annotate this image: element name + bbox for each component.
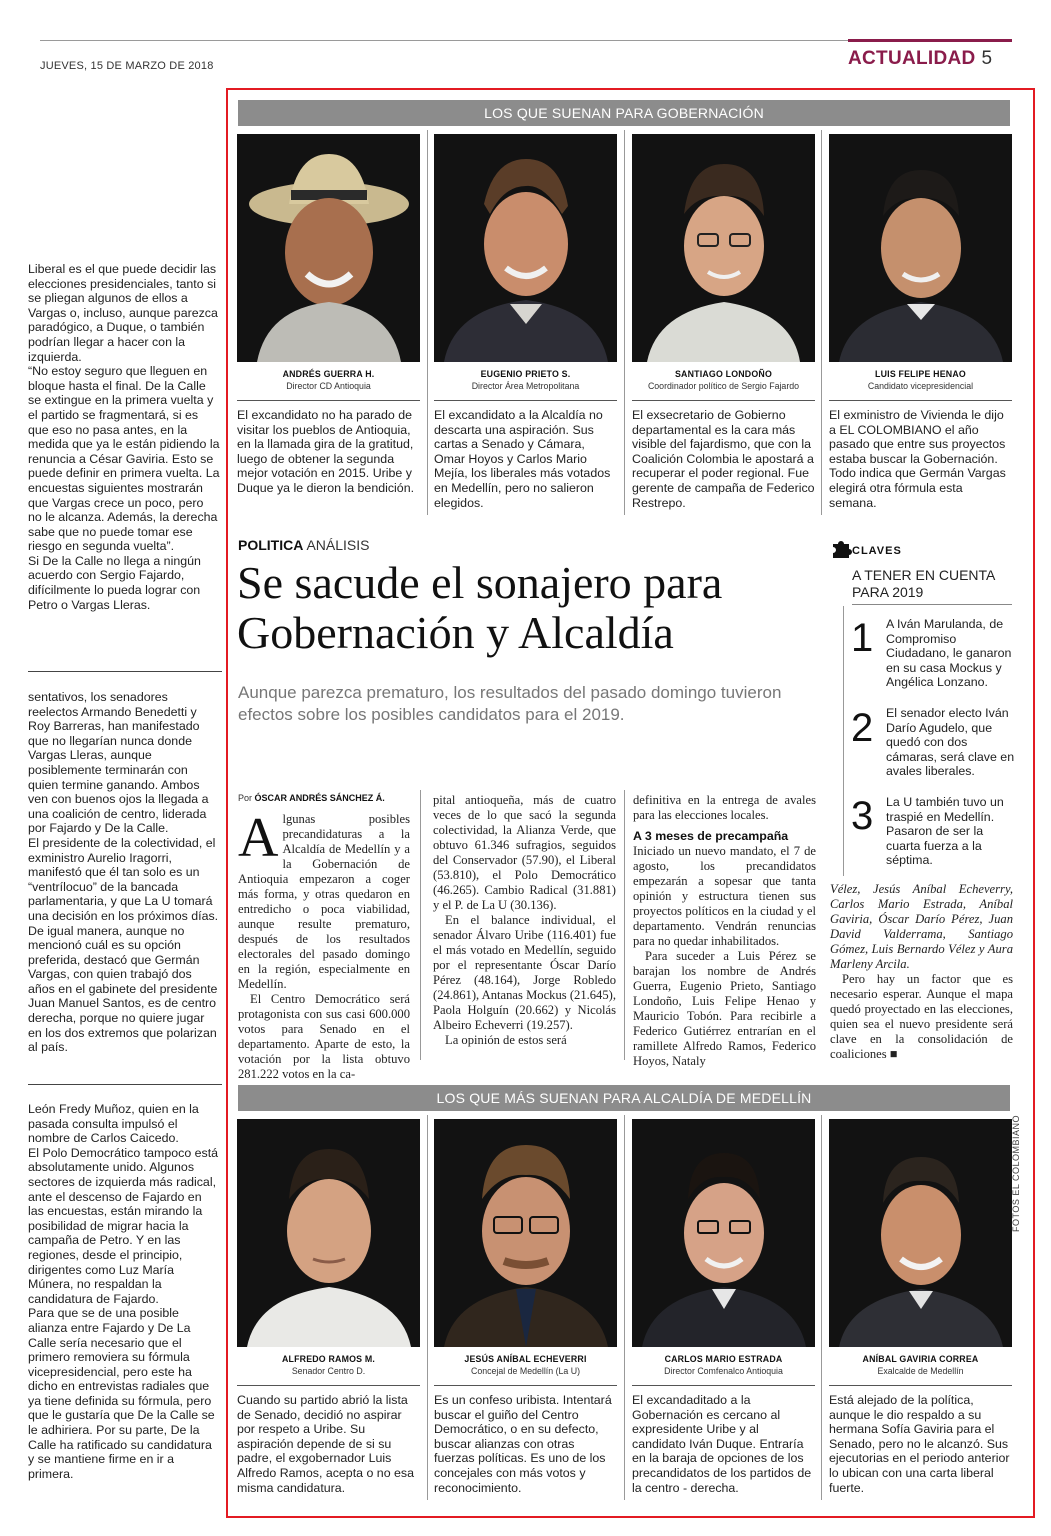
paragraph: pital antioqueña, más de cuatro veces de lo que sacó la segunda colectividad, la Alianza Verde, que obtuvo 61.346 sufragios, seguidos del Conservador (57.90), el Liberal (53.810), el Polo Democrático (46.265). Cambio Radical (31.881) y el P. de La U (30.136). (433, 793, 616, 912)
photo-caption (434, 1349, 617, 1376)
puzzle-icon (830, 539, 852, 559)
clave-text: La U también tuvo un traspié en Medellín. Pasaron de ser la cuarta fuerza a la séptima. (886, 795, 1004, 868)
caption-rule (434, 400, 617, 401)
person-name: ANÍBAL GAVIRIA CORREA (862, 1354, 979, 1364)
person-bio: El excandidato no ha parado de visitar los pueblos de Antioquia, en la llamada gira de la gratitud, luego de obtener la segunda mejor votación en 2015. Uribe y Duque ya le dieron la bendición. (237, 408, 415, 495)
paragraph: Pero hay un factor que es necesario esperar. Aunque el mapa quedó proyectado en las elecciones, quien sea el nuevo presidente será clave en la consolidación de coaliciones ■ (830, 972, 1013, 1061)
left-column-block-1 (28, 262, 220, 612)
caption-rule (632, 400, 815, 401)
paragraph: lgunas posibles precandidaturas a la Alcaldía de Medellín y a la Gobernación de Antioquia empezaron a coger más forma, y otras quedaron en entredicho o poca viabilidad, aunque resulte prematuro, después de los resultados electorales del pasado domingo en la región, especialmente en Medellín. (238, 812, 410, 991)
person-bio: El excandaditado a la Gobernación es cercano al expresidente Uribe y al candidato Iván Duque. Entraría en la baraja de opciones de los precandidatos de los partidos de la centro - derecha. (632, 1393, 812, 1495)
clave-text: El senador electo Iván Darío Agudelo, que quedó con dos cámaras, será clave en avales liberales. (886, 706, 1015, 779)
portrait-photo (434, 1119, 617, 1347)
column-divider (28, 1084, 222, 1085)
clave-number: 1 (851, 616, 874, 660)
person-bio: El exministro de Vivienda le dijo a EL COLOMBIANO el año pasado que entre sus proyectos estaba buscar la Gobernación. Todo indica que Germán Vargas elegirá otra fórmula esta semana. (829, 408, 1006, 510)
person-name: JESÚS ANÍBAL ECHEVERRI (464, 1354, 587, 1364)
person-role: Candidato vicepresidencial (867, 381, 974, 391)
person-icon (829, 1119, 1012, 1347)
person-name: EUGENIO PRIETO S. (480, 369, 571, 379)
issue-date: JUEVES, 15 DE MARZO DE 2018 (40, 60, 214, 72)
paragraph: En el balance individual, el senador Álvaro Uribe (116.401) fue el más votado en Medellín, seguido por el representante Óscar Darío Pérez (48.164), Jorge Robledo (24.861), Antanas Mockus (21.645), Paola Holguín (20.662) y Nicolás Albeiro Echeverri (19.257). (433, 913, 616, 1032)
caption-rule (237, 1385, 420, 1386)
claves-side-rule (843, 606, 844, 876)
person-role: Director Área Metropolitana (471, 381, 580, 391)
section-accent-bar (848, 39, 1012, 42)
paragraph: Iniciado un nuevo mandato, el 7 de agosto, los precandidatos empezarán a sopesar que tanta opinión y estructura tienen sus proyectos políticos en la ciudad y el departamento. Vendrán renuncias para no quedar inhabilitados. (633, 844, 816, 948)
person-name: ALFREDO RAMOS M. (281, 1354, 376, 1364)
caption-rule (632, 1385, 815, 1386)
person-icon (237, 134, 420, 362)
claves-rule (852, 604, 1012, 605)
photo-caption (434, 364, 617, 391)
person-bio: Está alejado de la política, aunque le dio respaldo a su hermana Sofía Gaviria para el Senado, pero no le alcanzó. Sus ejecutorias en el periodo anterior lo ubican con una carta liberal fuerte. (829, 1393, 1010, 1495)
byline-author: ÓSCAR ANDRÉS SÁNCHEZ Á. (254, 793, 385, 803)
person-name: LUIS FELIPE HENAO (875, 369, 966, 379)
claves-subtitle: A TENER EN CUENTA PARA 2019 (852, 567, 995, 600)
paragraph: definitiva en la entrega de avales para las elecciones locales. (633, 793, 816, 822)
article-kicker (238, 537, 370, 553)
photo-caption (237, 364, 420, 391)
gobernacion-band: LOS QUE SUENAN PARA GOBERNACIÓN (238, 100, 1010, 126)
article-column-3 (633, 793, 816, 1069)
page-number: 5 (981, 48, 993, 69)
alcaldia-band: LOS QUE MÁS SUENAN PARA ALCALDÍA DE MEDELLÍN (238, 1085, 1010, 1111)
section-name: ACTUALIDAD (848, 48, 976, 69)
paragraph: sentativos, los senadores reelectos Armando Benedetti y Roy Barreras, han manifestado que no llegarían nunca donde Vargas Lleras, aunque posiblemente terminarán con quien termine ganando. Ambos ven con buenos ojos la llegada a una coalición de centro, liderada por Fajardo y De la Calle. (28, 690, 209, 836)
column-separator (624, 1115, 625, 1500)
photo-caption (632, 364, 815, 391)
person-role: Director Comfenalco Antioquia (664, 1366, 783, 1376)
person-bio: Cuando su partido abrió la lista de Senado, decidió no aspirar por respeto a Uribe. Su aspiración depende de si su padre, el exgobernador Luis Alfredo Ramos, acepta o no esa misma candidatura. (237, 1393, 415, 1495)
article-headline: Se sacude el sonajero para Gobernación y Alcaldía (237, 557, 723, 658)
person-icon (829, 134, 1012, 362)
column-separator (624, 130, 625, 515)
left-column-block-2 (28, 690, 220, 1055)
kicker-type: ANÁLISIS (306, 537, 370, 553)
article-subtitle: A 3 meses de precampaña (633, 829, 789, 843)
person-name: CARLOS MARIO ESTRADA (664, 1354, 783, 1364)
photo-caption (829, 1349, 1012, 1376)
person-role: Senador Centro D. (291, 1366, 366, 1376)
caption-rule (829, 400, 1012, 401)
portrait-photo (237, 134, 420, 362)
article-column-2 (433, 793, 616, 1048)
paragraph: Liberal es el que puede decidir las elecciones presidenciales, tanto si se pliegan algunos de ellos a Vargas o, incluso, aunque parezca paradógico, a Duque, o también podrían llegar a hacer con la izquierda. (28, 262, 218, 364)
paragraph: El presidente de la colectividad, el exministro Aurelio Iragorri, manifestó que él tan solo es un “ventrílocuo” de la bancada parlamentaria, y que La U tomará una decisión en los próximos días. De igual manera, aunque no mencionó cuál es su opción preferida, destacó que Germán Vargas, con quien trabajó dos años en el gabinete del presidente Juan Manuel Santos, es de centro derecha, porque no quiere jugar en los dos extremos que polarizan al país. (28, 835, 219, 1055)
person-icon (237, 1119, 420, 1347)
section-label (848, 48, 992, 70)
person-bio: El excandidato a la Alcaldía no descarta una aspiración. Sus cartas a Senado y Cámara, Omar Hoyos y Carlos Mario Mejía, los liberales más votados en Medellín, pero no salieron elegidos. (434, 408, 611, 510)
paragraph: El Polo Democrático tampoco está absolutamente unido. Algunos sectores de izquierda más radical, ante el descenso de Fajardo en las encuestas, están mirando la posibilidad de migrar hacia la campaña de Petro. Y en las regiones, desde el principio, dirigentes como Luz María Múnera, no respaldan la candidatura de Fajardo. (28, 1145, 219, 1306)
claves-title: CLAVES (852, 545, 902, 557)
column-separator (624, 790, 625, 1060)
person-bio: El exsecretario de Gobierno departamental es la cara más visible del fajardismo, que con la Coalición Colombia le apostará a recuperar el poder regional. Fue gerente de campaña de Federico Restrepo. (632, 408, 815, 510)
caption-rule (237, 400, 420, 401)
person-icon (434, 134, 617, 362)
portrait-photo (632, 134, 815, 362)
column-separator (821, 1115, 822, 1500)
person-name: ANDRÉS GUERRA H. (282, 369, 375, 379)
paragraph: La opinión de estos será (445, 1033, 567, 1047)
paragraph: Si De la Calle no llega a ningún acuerdo con Sergio Fajardo, difícilmente lo pueda lograr con Petro o Vargas Lleras. (28, 553, 201, 612)
person-name: SANTIAGO LONDOÑO (674, 369, 773, 379)
person-icon (434, 1119, 617, 1347)
person-bio: Es un confeso uribista. Intentará buscar el guiño del Centro Democrático, o en su defecto, buscar alianzas con otras fuerzas políticas. Es uno de los concejales con más votos y reconocimiento. (434, 1393, 612, 1495)
article-column-1 (238, 807, 410, 1082)
column-divider (28, 671, 222, 672)
clave-text: A Iván Marulanda, de Compromiso Ciudadano, le ganaron en su casa Mockus y Angélica Lonzano. (886, 617, 1012, 690)
person-icon (632, 1119, 815, 1347)
photo-credit: FOTOS EL COLOMBIANO (1011, 1114, 1021, 1232)
paragraph: Vélez, Jesús Aníbal Echeverry, Carlos Mario Estrada, Aníbal Gaviria, Óscar Darío Pérez, Juan David Valderrama, Santiago Gómez, Luis Bernardo Vélez y Aura Marleny Arcila. (830, 882, 1013, 971)
portrait-photo (632, 1119, 815, 1347)
paragraph: Para que se de una posible alianza entre Fajardo y De La Calle sería necesario que el primero removiera su fórmula vicepresidencial, pero este ha dicho en entrevistas radiales que ya tiene definida su fórmula, pero que le gustaría que De la Calle se le adhiriera. Por su parte, De la Calle ha ratificado su candidatura y se mantiene firme en ir a primera. (28, 1306, 215, 1481)
caption-rule (829, 1385, 1012, 1386)
drop-cap: A (238, 807, 279, 869)
photo-caption (237, 1349, 420, 1376)
paragraph: El Centro Democrático será protagonista con sus casi 600.000 votos para Senado en el departamento. Aparte de esto, la votación por la lista obtuvo 281.222 votos en la ca- (238, 992, 410, 1081)
person-role: Exalcalde de Medellín (877, 1366, 964, 1376)
column-separator (427, 1115, 428, 1500)
column-separator (427, 130, 428, 515)
portrait-photo (829, 1119, 1012, 1347)
article-subhead: Aunque parezca prematuro, los resultados del pasado domingo tuvieron efectos sobre los posibles candidatos para el 2019. (238, 683, 782, 724)
photo-caption (632, 1349, 815, 1376)
person-role: Coordinador político de Sergio Fajardo (647, 381, 800, 391)
paragraph: Para suceder a Luis Pérez se barajan los nombre de Andrés Guerra, Eugenio Prieto, Santiago Londoño, Luis Felipe Henao y Mauricio Tobón. Para recibirle a Federico Gutiérrez entrarían en el ramillete Alfredo Ramos, Federico Hoyos, Nataly (633, 949, 816, 1068)
paragraph: “No estoy seguro que lleguen en bloque hasta el final. De la Calle se extingue en la primera vuelta y el partido se fragmentará, si es que eso no pasa antes, en la medida que ya le están pidiendo la renuncia a César Gaviria. Esto se puede definir en primera vuelta. La encuestas siguientes mostrarán que Vargas crece un poco, pero no le alcanza. Además, la derecha sabe que no puede tomar ese riesgo en segunda vuelta”. (28, 364, 220, 554)
portrait-photo (829, 134, 1012, 362)
person-icon (632, 134, 815, 362)
byline (238, 793, 385, 803)
paragraph: León Fredy Muñoz, quien en la pasada consulta impulsó el nombre de Carlos Caicedo. (28, 1102, 199, 1146)
kicker-section: POLITICA (238, 537, 304, 553)
column-separator (420, 790, 421, 1060)
caption-rule (434, 1385, 617, 1386)
byline-prefix: Por (238, 793, 253, 803)
portrait-photo (237, 1119, 420, 1347)
person-role: Director CD Antioquia (286, 381, 371, 391)
clave-number: 2 (851, 706, 874, 750)
clave-number: 3 (851, 794, 874, 838)
column-separator (821, 130, 822, 515)
article-column-4 (830, 882, 1013, 1062)
portrait-photo (434, 134, 617, 362)
left-column-block-3 (28, 1102, 220, 1481)
photo-caption (829, 364, 1012, 391)
person-role: Concejal de Medellín (La U) (470, 1366, 581, 1376)
